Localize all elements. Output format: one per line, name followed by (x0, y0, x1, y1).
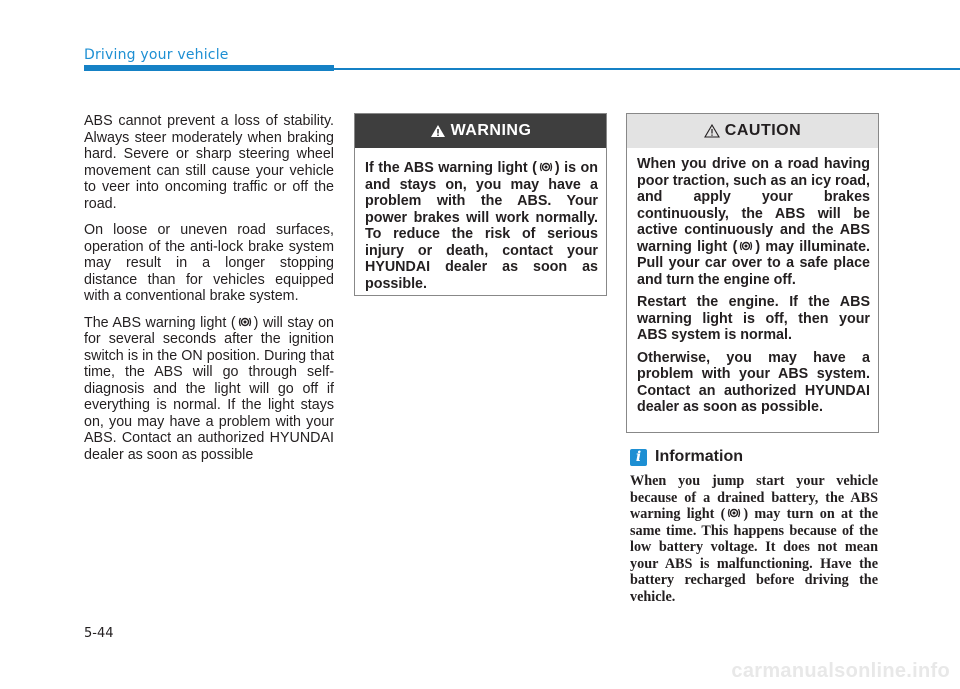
caution-title: CAUTION (724, 122, 802, 139)
page-number: 5-44 (84, 626, 114, 641)
caution-paragraph-1 (637, 156, 870, 288)
warning-text-after: ) is on and stays on, you may have a problem with the ABS. Your power brakes will work normally. To reduce the risk of serious injury or death, contact your HYUNDAI dealer as soon as possible. (365, 160, 598, 292)
abs-text-before: The ABS warning light ( (84, 314, 236, 331)
header-rule-thin (334, 68, 960, 70)
caution-box (626, 113, 879, 433)
information-title: Information (655, 448, 743, 465)
paragraph-loose-surfaces: On loose or uneven road surfaces, operation of the anti-lock brake system may result in a longer stopping distance than for vehicles equipped with a conventional brake system. (84, 222, 334, 304)
warning-header (355, 114, 606, 148)
caution-header (627, 114, 878, 148)
warning-title: WARNING (450, 122, 532, 139)
paragraph-stability: ABS cannot prevent a loss of stability. Always steer moderately when braking hard. Severe or sharp steering wheel movement can still cause your vehicle to veer into oncoming traffic or off the road. (84, 113, 334, 212)
abs-warning-light-icon (238, 316, 252, 328)
warning-triangle-icon (430, 124, 446, 138)
caution-triangle-icon (704, 124, 720, 138)
abs-text-after: ) will stay on for several seconds after the ignition switch is in the ON position. During that time, the ABS will go through self-diagnosis and the light will go off if everything is normal. If the light stays on, you may have a problem with your ABS. Contact an authorized HYUNDAI dealer as soon as possible (84, 314, 334, 463)
caution-paragraph-2: Restart the engine. If the ABS warning light is off, then your ABS system is normal. (637, 294, 870, 343)
warning-text-before: If the ABS warning light ( (365, 160, 537, 176)
caution-paragraph-3: Otherwise, you may have a problem with your ABS system. Contact an authorized HYUNDAI dealer as soon as possible. (637, 349, 870, 415)
caution-text-before: When you drive on a road having poor traction, such as an icy road, and apply your brakes continuously, the ABS will be active continuously and the ABS warning light ( (637, 156, 870, 255)
header-rule-thick (84, 65, 334, 71)
section-title: Driving your vehicle (84, 47, 229, 63)
warning-body (355, 148, 606, 300)
information-icon: i (630, 449, 647, 466)
information-text-after: ) may turn on at the same time. This happens because of the low battery voltage. It does not mean your ABS is malfunctioning. Have the battery recharged before driving the vehicle. (630, 506, 878, 605)
information-heading (630, 448, 743, 466)
information-text-before: When you jump start your vehicle because of a drained battery, the ABS warning light ( (630, 473, 878, 522)
abs-warning-light-icon (727, 507, 741, 519)
watermark: carmanualsonline.info (731, 660, 950, 682)
left-column (84, 113, 334, 473)
abs-warning-light-icon (739, 240, 753, 252)
caution-body (627, 148, 878, 430)
abs-warning-light-icon (539, 161, 553, 173)
caution-text-after: ) may illuminate. Pull your car over to a safe place and turn the engine off. (637, 238, 870, 288)
information-body (630, 473, 878, 605)
paragraph-abs-light (84, 315, 334, 464)
warning-box (354, 113, 607, 296)
